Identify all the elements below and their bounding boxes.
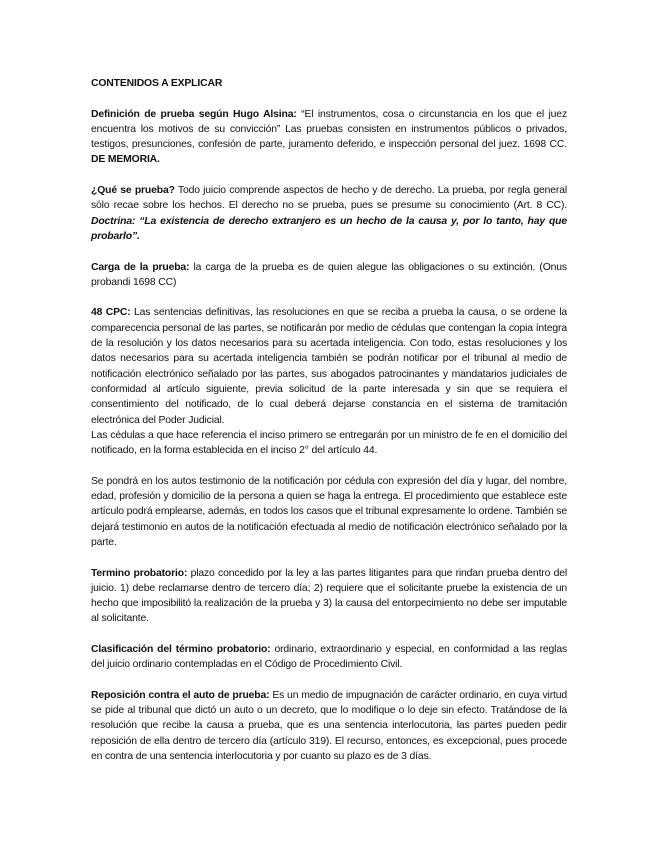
- paragraph-carga-prueba: [91, 260, 567, 291]
- text-que-se-prueba: Todo juicio comprende aspectos de hecho y de derecho. La prueba, por regla general sólo recae sobre los hechos. El derecho no se prueba, pues se presume su conocimiento (Art. 8 CC).: [91, 185, 567, 212]
- text-definicion: “El instrumentos, cosa o circunstancia en los que el juez encuentra los motivos de su convicción” Las pruebas consisten en instrumentos públicos o privados, testigos, presunciones, confesión de parte, juramento deferido, e inspección personal del juez. 1698 CC.: [91, 108, 567, 151]
- text-48-cpc: Las sentencias definitivas, las resoluciones en que se reciba a prueba la causa, o se ordene la comparecencia personal de las partes, se notificarán por medio de cédulas que contengan la copia íntegra de la resolución y los datos necesarios para su acertada inteligencia. Con todo, estas resoluciones y los datos necesarios para su acertada inteligencia también se podrán notificar por el tribunal al medio de notificación electrónico señalado por las partes, sus abogados patrocinantes y mandatarios judiciales de conformidad al artículo siguiente, previa solicitud de la parte interesada y sin que se requiera el consentimiento del notificado, de lo cual deberá dejarse constancia en el sistema de tramitación electrónica del Poder Judicial.: [91, 307, 567, 426]
- paragraph-48-cpc-continuation: Las cédulas a que hace referencia el inciso primero se entregarán por un ministro de fe en el domicilio del notificado, en la forma establecida en el inciso 2° del artículo 44.: [91, 429, 567, 457]
- text-carga-prueba: la carga de la prueba es de quien alegue las obligaciones o su extinción. (Onus probandi 1698 CC): [91, 261, 567, 288]
- document-page: [91, 76, 567, 780]
- paragraph-termino-probatorio: [91, 566, 567, 627]
- paragraph-definicion: [91, 107, 567, 168]
- label-termino-probatorio: Termino probatorio:: [91, 567, 188, 579]
- text-termino-probatorio: plazo concedido por la ley a las partes litigantes para que rindan prueba dentro del juicio. 1) debe reclamarse dentro de tercero día; 2) requiere que el solicitante pruebe la existencia de un hecho que imposibilitó la realización de la prueba y 3) la causa del entorpecimiento no debe ser imputable al solicitante.: [91, 567, 567, 625]
- document-title: CONTENIDOS A EXPLICAR: [91, 78, 223, 89]
- emphasis-memoria: DE MEMORIA.: [91, 154, 160, 166]
- doctrine-quote: Doctrina: “La existencia de derecho extranjero es un hecho de la causa y, por lo tanto, hay que probarlo”.: [91, 215, 567, 242]
- label-48-cpc: 48 CPC:: [91, 307, 131, 319]
- label-clasificacion: Clasificación del término probatorio:: [91, 643, 271, 655]
- label-carga-prueba: Carga de la prueba:: [91, 261, 190, 273]
- paragraph-que-se-prueba: [91, 183, 567, 244]
- paragraph-clasificacion: [91, 642, 567, 673]
- label-reposicion: Reposición contra el auto de prueba:: [91, 689, 270, 701]
- paragraph-reposicion: [91, 688, 567, 764]
- text-clasificacion: ordinario, extraordinario y especial, en conformidad a las reglas del juicio ordinario contempladas en el Código de Procedimiento Civil.: [91, 643, 568, 671]
- paragraph-testimonio: Se pondrá en los autos testimonio de la notificación por cédula con expresión del día y lugar, del nombre, edad, profesión y domicilio de la persona a quien se haga la entrega. El procedimiento que establece este artículo podrá emplearse, además, en todos los casos que el tribunal expresamente lo ordene. También se dejará testimonio en autos de la notificación efectuada al medio de notificación electrónico señalado por la parte.: [91, 475, 567, 548]
- text-reposicion: Es un medio de impugnación de carácter ordinario, en cuya virtud se pide al tribunal que dictó un auto o un decreto, que lo modifique o lo deje sin efecto. Tratándose de la resolución que recibe la causa a prueba, que es una sentencia interlocutoria, las partes pueden pedir reposición de ella dentro de tercero día (artículo 319). El recurso, entonces, es excepcional, pues procede en contra de una sentencia interlocutoria y por cuanto su plazo es de 3 días.: [91, 689, 567, 763]
- paragraph-48-cpc: [91, 305, 567, 427]
- label-definicion: Definición de prueba según Hugo Alsina:: [91, 108, 297, 120]
- label-que-se-prueba: ¿Qué se prueba?: [91, 185, 175, 197]
